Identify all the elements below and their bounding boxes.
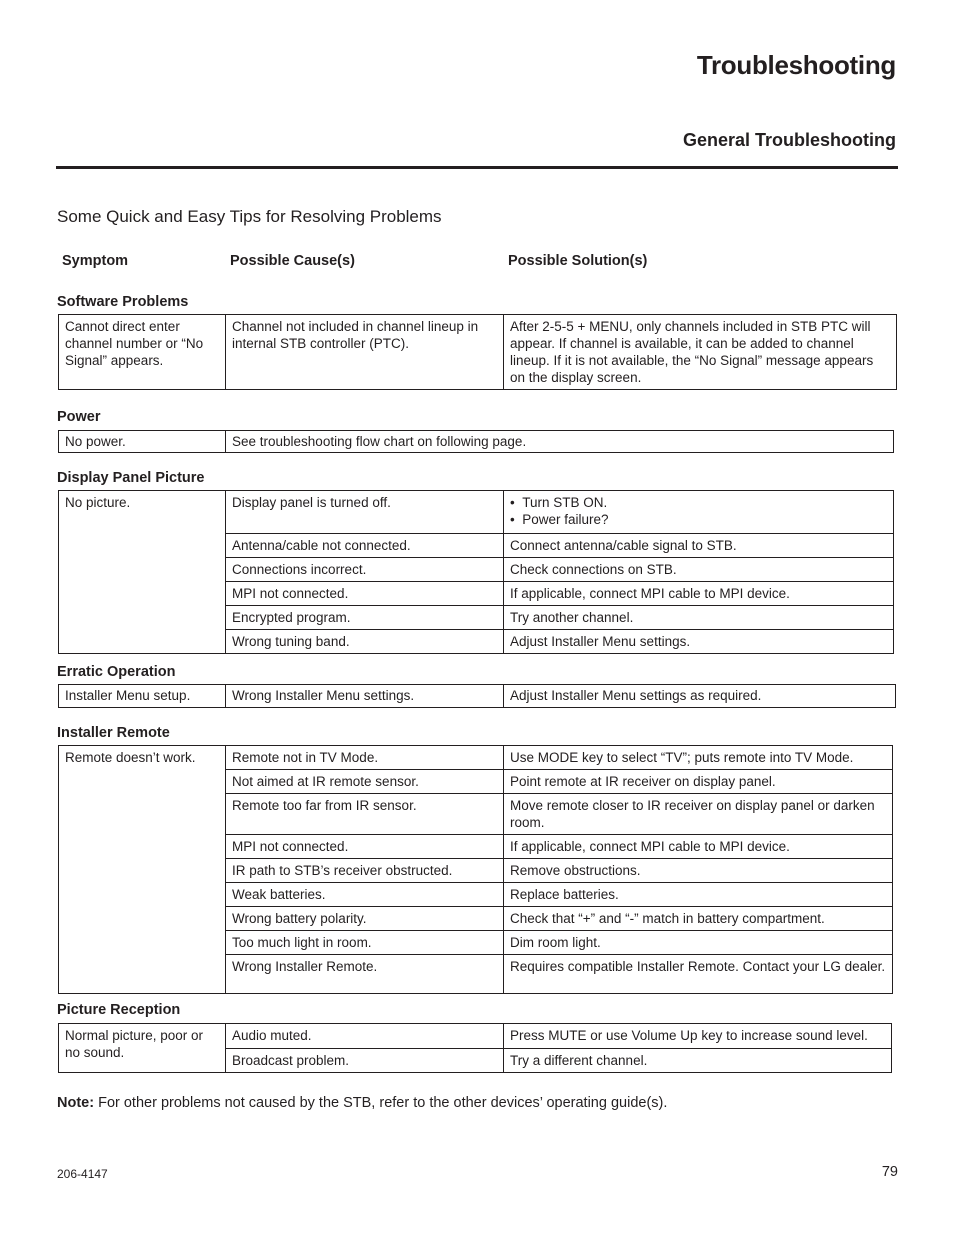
software-problems-table — [58, 314, 897, 390]
cause-cell: Remote too far from IR sensor. — [226, 794, 504, 835]
cause-cell: Wrong tuning band. — [226, 630, 504, 654]
category-power: Power — [57, 409, 101, 425]
bullet-item: • Power failure? — [510, 511, 887, 528]
cause-cell: MPI not connected. — [226, 582, 504, 606]
solution-cell: Point remote at IR receiver on display panel. — [504, 770, 893, 794]
solution-cell: Connect antenna/cable signal to STB. — [504, 534, 894, 558]
symptom-cell: Remote doesn’t work. — [59, 746, 226, 994]
category-erratic-operation: Erratic Operation — [57, 664, 176, 680]
solution-cell: Adjust Installer Menu settings as required. — [504, 685, 896, 708]
cause-cell: Channel not included in channel lineup in internal STB controller (PTC). — [226, 315, 504, 390]
symptom-cell: Cannot direct enter channel number or “No Signal” appears. — [59, 315, 226, 390]
power-table — [58, 430, 894, 453]
section-title: General Troubleshooting — [682, 130, 896, 150]
solution-cell: Check that “+” and “-” match in battery compartment. — [504, 907, 893, 931]
table-row — [59, 1024, 892, 1049]
cause-cell: Wrong Installer Menu settings. — [226, 685, 504, 708]
solution-cell: After 2-5-5 + MENU, only channels included in STB PTC will appear. If channel is available, it can be added to channel lineup. If it is not available, the “No Signal” message appears on the display screen. — [504, 315, 897, 390]
table-row — [59, 315, 897, 390]
solution-cell: Press MUTE or use Volume Up key to increase sound level. — [504, 1024, 892, 1049]
intro-heading: Some Quick and Easy Tips for Resolving Problems — [57, 207, 442, 226]
column-header-cause: Possible Cause(s) — [230, 253, 355, 269]
solution-cell: See troubleshooting flow chart on following page. — [226, 431, 894, 453]
solution-cell: If applicable, connect MPI cable to MPI device. — [504, 835, 893, 859]
table-row — [59, 431, 894, 453]
note-label: Note: — [57, 1095, 95, 1111]
cause-cell: Encrypted program. — [226, 606, 504, 630]
cause-cell: MPI not connected. — [226, 835, 504, 859]
table-row — [59, 685, 896, 708]
note-text: For other problems not caused by the STB, refer to the other devices’ operating guide(s). — [94, 1095, 668, 1111]
cause-cell: Weak batteries. — [226, 883, 504, 907]
note — [57, 1095, 667, 1111]
document-number: 206-4147 — [57, 1167, 108, 1181]
column-header-symptom: Symptom — [62, 253, 129, 269]
bullet-list — [510, 494, 887, 528]
cause-cell: Audio muted. — [226, 1024, 504, 1049]
solution-cell: Move remote closer to IR receiver on display panel or darken room. — [504, 794, 893, 835]
category-display-panel-picture: Display Panel Picture — [57, 470, 205, 486]
page-title: Troubleshooting — [696, 50, 896, 80]
category-software-problems: Software Problems — [57, 294, 189, 310]
picture-reception-table — [58, 1023, 892, 1073]
solution-cell: Adjust Installer Menu settings. — [504, 630, 894, 654]
table-row — [59, 746, 893, 770]
solution-cell: Dim room light. — [504, 931, 893, 955]
table-row — [59, 491, 894, 534]
installer-remote-table — [58, 745, 893, 994]
cause-cell: IR path to STB’s receiver obstructed. — [226, 859, 504, 883]
solution-cell: Replace batteries. — [504, 883, 893, 907]
cause-cell: Too much light in room. — [226, 931, 504, 955]
cause-cell: Antenna/cable not connected. — [226, 534, 504, 558]
solution-cell: If applicable, connect MPI cable to MPI device. — [504, 582, 894, 606]
cause-cell: Broadcast problem. — [226, 1049, 504, 1073]
cause-cell: Wrong battery polarity. — [226, 907, 504, 931]
header-rule — [56, 166, 898, 169]
solution-cell: Use MODE key to select “TV”; puts remote into TV Mode. — [504, 746, 893, 770]
symptom-cell: Normal picture, poor or no sound. — [59, 1024, 226, 1073]
solution-cell — [504, 491, 894, 534]
category-installer-remote: Installer Remote — [57, 725, 170, 741]
page-number: 79 — [881, 1164, 898, 1180]
erratic-operation-table — [58, 684, 896, 708]
cause-cell: Remote not in TV Mode. — [226, 746, 504, 770]
symptom-cell: Installer Menu setup. — [59, 685, 226, 708]
solution-cell: Check connections on STB. — [504, 558, 894, 582]
cause-cell: Not aimed at IR remote sensor. — [226, 770, 504, 794]
solution-cell: Remove obstructions. — [504, 859, 893, 883]
cause-cell: Connections incorrect. — [226, 558, 504, 582]
symptom-cell: No power. — [59, 431, 226, 453]
cause-cell: Display panel is turned off. — [226, 491, 504, 534]
symptom-cell: No picture. — [59, 491, 226, 654]
column-header-solution: Possible Solution(s) — [508, 253, 648, 269]
display-panel-table — [58, 490, 894, 654]
solution-cell: Try a different channel. — [504, 1049, 892, 1073]
bullet-item: • Turn STB ON. — [510, 494, 887, 511]
cause-cell: Wrong Installer Remote. — [226, 955, 504, 994]
solution-cell: Try another channel. — [504, 606, 894, 630]
solution-cell: Requires compatible Installer Remote. Contact your LG dealer. — [504, 955, 893, 994]
category-picture-reception: Picture Reception — [57, 1002, 181, 1018]
